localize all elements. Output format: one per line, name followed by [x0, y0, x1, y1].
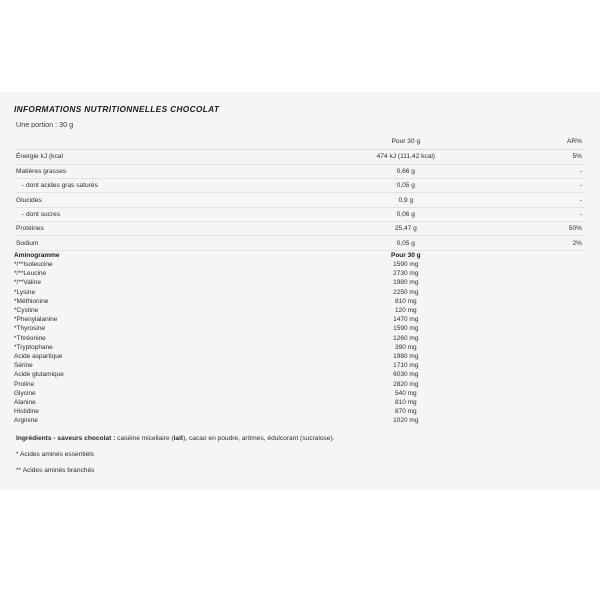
row-value: 0,66 g [311, 164, 500, 178]
table-row [14, 260, 586, 269]
row-ar: - [500, 207, 586, 221]
row-value: 1260 mg [393, 334, 419, 342]
row-ar: - [500, 178, 586, 192]
table-row [14, 389, 586, 398]
row-value: 2730 mg [393, 270, 419, 278]
row-value: 540 mg [394, 389, 417, 397]
table-row [14, 288, 586, 297]
row-ar [500, 306, 586, 315]
row-value: 1710 mg [393, 362, 419, 370]
row-ar [500, 269, 586, 278]
table-row [14, 398, 586, 407]
row-ar [500, 343, 586, 352]
row-ar [500, 278, 586, 287]
page-title: INFORMATIONS NUTRITIONNELLES CHOCOLAT [14, 104, 220, 114]
row-value: 1590 mg [393, 325, 419, 333]
footnote-branched: ** Acides aminés branchés [16, 467, 95, 475]
table-row [14, 193, 586, 207]
table-row [14, 352, 586, 361]
row-ar [500, 407, 586, 416]
row-value: 1980 mg [393, 352, 419, 360]
table-row [14, 150, 586, 164]
row-label: - dont acides gras saturés [14, 178, 311, 192]
row-value: 0,9 g [311, 193, 500, 207]
row-label: *Cystine [14, 307, 39, 315]
row-label: Proline [14, 380, 35, 388]
row-label: *Lysine [14, 288, 36, 296]
row-ar: - [500, 193, 586, 207]
table-row [14, 407, 586, 416]
ingredients-allergen: lait [173, 435, 184, 443]
row-label: Glucides [14, 193, 311, 207]
row-label: Sérine [14, 362, 33, 370]
row-ar: 50% [500, 222, 586, 236]
ingredients-text [14, 435, 586, 442]
table-row [14, 379, 586, 388]
column-header-ar: AR% [500, 135, 586, 150]
table-row [14, 315, 586, 324]
row-ar [500, 398, 586, 407]
row-label: *Thréonine [14, 334, 46, 342]
row-value: 1980 mg [393, 279, 419, 287]
nutrition-table [14, 135, 586, 425]
row-label: */**Valine [14, 279, 41, 287]
row-ar: 5% [500, 150, 586, 164]
row-value: 6030 mg [393, 371, 419, 379]
column-header-value: Pour 30 g [311, 135, 500, 150]
row-ar: 2% [500, 236, 586, 250]
table-header [14, 135, 586, 150]
row-value: 25,47 g [311, 222, 500, 236]
table-row [14, 236, 586, 250]
portion-text: Une portion : 30 g [16, 120, 74, 129]
macros-body [14, 150, 586, 251]
row-ar [500, 361, 586, 370]
row-label: Histidine [14, 408, 39, 416]
row-label: Acide glutamique [14, 371, 64, 379]
row-ar [500, 352, 586, 361]
row-ar [500, 389, 586, 398]
row-ar [500, 315, 586, 324]
row-label: Énergie kJ (kcal [14, 150, 311, 164]
table-row [14, 207, 586, 221]
table-row [14, 297, 586, 306]
row-value: 1020 mg [393, 417, 419, 425]
row-label: Matières grasses [14, 164, 311, 178]
table-row [14, 269, 586, 278]
aminogram-section-ar [500, 250, 586, 260]
table-header-row [14, 135, 586, 150]
row-label: */**Isoleucine [14, 261, 53, 269]
aminogram-body [14, 250, 586, 425]
table-row [14, 334, 586, 343]
nutrition-panel [0, 92, 600, 490]
row-label: */**Leucine [14, 270, 47, 278]
table-row [14, 222, 586, 236]
row-value: 0,05 g [311, 178, 500, 192]
table-row [14, 164, 586, 178]
ingredients-before-bold: caséine micellaire ( [117, 435, 174, 443]
row-value: 2820 mg [393, 380, 419, 388]
row-value: 1590 mg [393, 261, 419, 269]
row-ar [500, 260, 586, 269]
table-row [14, 370, 586, 379]
row-value: 0,06 g [311, 207, 500, 221]
row-label: *Tryptophane [14, 343, 53, 351]
row-value: 810 mg [394, 398, 417, 406]
row-label: *Phenylalanine [14, 316, 58, 324]
footnote-essential: * Acides aminés essentiels [16, 451, 95, 459]
row-value: 810 mg [394, 297, 417, 305]
table-row [14, 416, 586, 425]
row-label: - dont sucres [14, 207, 311, 221]
row-value: 120 mg [394, 307, 417, 315]
table-row [14, 361, 586, 370]
table-row [14, 343, 586, 352]
table-row [14, 278, 586, 287]
row-ar [500, 334, 586, 343]
ingredients-prefix: Ingrédients - saveurs chocolat : [16, 435, 118, 443]
row-label: Sodium [14, 236, 311, 250]
row-value: 2250 mg [393, 288, 419, 296]
aminogram-section-value: Pour 30 g [391, 251, 421, 259]
table-row [14, 306, 586, 315]
row-label: *Méthionine [14, 297, 49, 305]
row-value: 0,05 g [311, 236, 500, 250]
row-value: 390 mg [394, 343, 417, 351]
row-ar [500, 324, 586, 333]
table-row [14, 178, 586, 192]
row-ar [500, 379, 586, 388]
row-value: 474 kJ (111,42 kcal) [311, 150, 500, 164]
row-label: Acide aspartique [14, 352, 63, 360]
aminogram-section-row [14, 250, 586, 260]
row-value: 1470 mg [393, 316, 419, 324]
row-label: Protéines [14, 222, 311, 236]
row-label: Arginine [14, 417, 38, 425]
row-label: Glycine [14, 389, 36, 397]
row-label: *Thyrosine [14, 325, 46, 333]
aminogram-section-label: Aminogramme [14, 251, 60, 259]
row-ar [500, 370, 586, 379]
row-ar [500, 297, 586, 306]
column-header-label [14, 135, 311, 150]
ingredients-after-bold: ), cacao en poudre, arômes, édulcorant (sucralose). [183, 435, 335, 443]
row-ar [500, 416, 586, 425]
row-ar: - [500, 164, 586, 178]
row-ar [500, 288, 586, 297]
row-label: Alanine [14, 398, 36, 406]
table-row [14, 324, 586, 333]
row-value: 870 mg [394, 408, 417, 416]
